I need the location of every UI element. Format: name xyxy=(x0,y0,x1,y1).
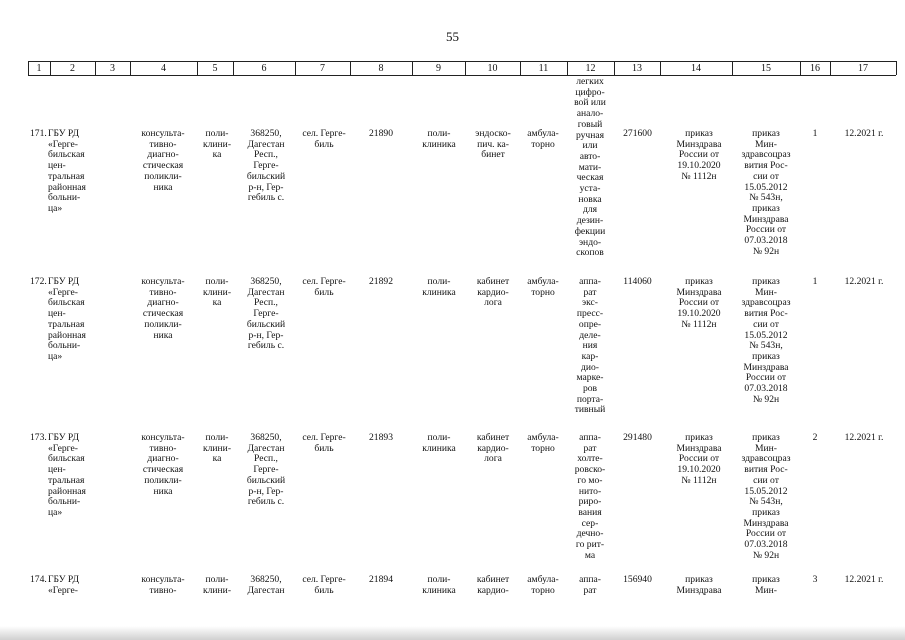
header-col-16: 16 xyxy=(810,63,820,74)
header-col-15: 15 xyxy=(761,63,771,74)
row-4-n-cell: 174. xyxy=(30,575,47,585)
header-col-11: 11 xyxy=(538,63,549,74)
row-1-order2-cell: приказ Мин- здравсоцраз вития Рос- сии от 15.05.2012 № 543н, приказ Минздрава России от 07.03.2018 № 92н xyxy=(741,128,791,257)
row-1-address-cell: 368250, Дагестан Респ., Герге- бильский р-н, Гер- гебиль с. xyxy=(246,128,286,204)
row-2-type-cell: консульта- тивно- диагно- стическая поликли- ника xyxy=(141,276,185,341)
row-2-care-cell: амбула- торно xyxy=(527,276,559,298)
header-col-5: 5 xyxy=(212,63,218,74)
row-1-org-cell: ГБУ РД «Герге- бильская цен- тральная районная больни- ца» xyxy=(48,128,86,214)
row-2-date-cell: 12.2021 г. xyxy=(844,276,884,287)
row-1-date-cell: 12.2021 г. xyxy=(844,128,884,139)
table-header-bottom-rule xyxy=(28,75,896,76)
row-2-n-cell: 172. xyxy=(30,276,47,287)
header-col-3: 3 xyxy=(110,63,115,74)
row-1-qty-cell: 1 xyxy=(812,128,818,139)
row-4-type-cell: консульта- тивно- xyxy=(141,575,185,596)
header-col-10: 10 xyxy=(487,63,498,74)
header-col-13: 13 xyxy=(632,63,642,74)
row-1-price-cell: 271600 xyxy=(623,128,652,139)
header-col-4: 4 xyxy=(161,63,166,74)
row-3-equipment-cell: аппа- рат холте- ровско- го мо- нито- риро- вания сер- дечно- го рит- ма xyxy=(574,432,606,561)
scan-bottom-edge xyxy=(0,626,905,640)
row-2-order1-cell: приказ Минздрава России от 19.10.2020 № 1112н xyxy=(676,276,722,330)
header-col-17: 17 xyxy=(858,63,868,74)
row-3-type-cell: консульта- тивно- диагно- стическая поликли- ника xyxy=(141,432,185,497)
row-4-address-cell: 368250, Дагестан xyxy=(247,575,285,596)
row-1-n-cell: 171. xyxy=(30,128,47,139)
row-2-price-cell: 114060 xyxy=(623,276,652,287)
row-1-settlement-cell: сел. Герге- биль xyxy=(302,128,346,150)
row-3-unit-cell: поли- клиника xyxy=(422,432,456,454)
table-header-top-rule xyxy=(28,61,896,62)
row-4-unit-cell: поли- клиника xyxy=(422,575,456,596)
row-4-date-cell: 12.2021 г. xyxy=(844,575,884,585)
row-1-room-cell: эндоско- пич. ка- бинет xyxy=(475,128,511,161)
row-2-order2-cell: приказ Мин- здравсоцраз вития Рос- сии от 15.05.2012 № 543н, приказ Минздрава России от 07.03.2018 № 92н xyxy=(741,276,791,405)
row-3-code-cell: 21893 xyxy=(369,432,393,443)
row-3-qty-cell: 2 xyxy=(812,432,818,443)
header-col-divider xyxy=(896,61,897,75)
row-4-order1-cell: приказ Минздрава xyxy=(676,575,722,596)
header-col-9: 9 xyxy=(436,63,441,74)
row-4-price-cell: 156940 xyxy=(623,575,652,585)
row-3-care-cell: амбула- торно xyxy=(527,432,559,454)
row-1-kind-cell: поли- клини- ка xyxy=(202,128,232,161)
row-1-type-cell: консульта- тивно- диагно- стическая поликли- ника xyxy=(141,128,185,193)
row-3-room-cell: кабинет кардио- лога xyxy=(476,432,510,465)
row-1-care-cell: амбула- торно xyxy=(527,128,559,150)
row-2-equipment-cell: аппа- рат экс- пресс- опре- деле- ния кар- дио- марке- ров порта- тивный xyxy=(574,276,606,416)
equipment-overflow-cell: легких цифро- вой или анало- говый ручная или авто- мати- ческая уста- новка для дезин- фекции эндо- скопов xyxy=(574,76,606,259)
header-col-2: 2 xyxy=(70,63,75,74)
row-4-qty-cell: 3 xyxy=(812,575,818,585)
row-4-code-cell: 21894 xyxy=(369,575,393,585)
row-1-unit-cell: поли- клиника xyxy=(422,128,456,150)
header-col-14: 14 xyxy=(691,63,701,74)
row-2-room-cell: кабинет кардио- лога xyxy=(476,276,510,309)
row-3-settlement-cell: сел. Герге- биль xyxy=(302,432,346,454)
row-3-price-cell: 291480 xyxy=(623,432,652,443)
header-col-6: 6 xyxy=(261,63,267,74)
header-col-8: 8 xyxy=(378,63,384,74)
row-2-unit-cell: поли- клиника xyxy=(422,276,456,298)
header-col-12: 12 xyxy=(585,63,596,74)
row-3-order1-cell: приказ Минздрава России от 19.10.2020 № 1112н xyxy=(676,432,722,486)
header-col-7: 7 xyxy=(320,63,325,74)
row-2-address-cell: 368250, Дагестан Респ., Герге- бильский р-н, Гер- гебиль с. xyxy=(246,276,286,352)
page-number: 55 xyxy=(446,29,459,44)
row-3-org-cell: ГБУ РД «Герге- бильская цен- тральная районная больни- ца» xyxy=(48,432,86,518)
row-3-kind-cell: поли- клини- ка xyxy=(202,432,232,465)
row-3-date-cell: 12.2021 г. xyxy=(844,432,884,443)
row-4-order2-cell: приказ Мин- xyxy=(752,575,780,596)
row-4-kind-cell: поли- клини- xyxy=(202,575,232,596)
row-4-equipment-cell: аппа- рат xyxy=(579,575,601,596)
row-3-n-cell: 173. xyxy=(30,432,47,443)
header-col-1: 1 xyxy=(36,63,42,74)
row-1-code-cell: 21890 xyxy=(369,128,393,139)
row-3-address-cell: 368250, Дагестан Респ., Герге- бильский р-н, Гер- гебиль с. xyxy=(246,432,286,508)
row-2-kind-cell: поли- клини- ка xyxy=(202,276,232,309)
row-2-org-cell: ГБУ РД «Герге- бильская цен- тральная районная больни- ца» xyxy=(48,276,86,362)
row-4-care-cell: амбула- торно xyxy=(527,575,559,596)
row-3-order2-cell: приказ Мин- здравсоцраз вития Рос- сии от 15.05.2012 № 543н, приказ Минздрава России от 07.03.2018 № 92н xyxy=(741,432,791,561)
row-2-code-cell: 21892 xyxy=(369,276,393,287)
row-2-settlement-cell: сел. Герге- биль xyxy=(302,276,346,298)
row-4-org-cell: ГБУ РД «Герге- xyxy=(48,575,80,596)
row-4-settlement-cell: сел. Герге- биль xyxy=(302,575,346,596)
row-1-order1-cell: приказ Минздрава России от 19.10.2020 № 1112н xyxy=(676,128,722,182)
row-4-room-cell: кабинет кардио- xyxy=(476,575,510,596)
row-2-qty-cell: 1 xyxy=(812,276,818,287)
